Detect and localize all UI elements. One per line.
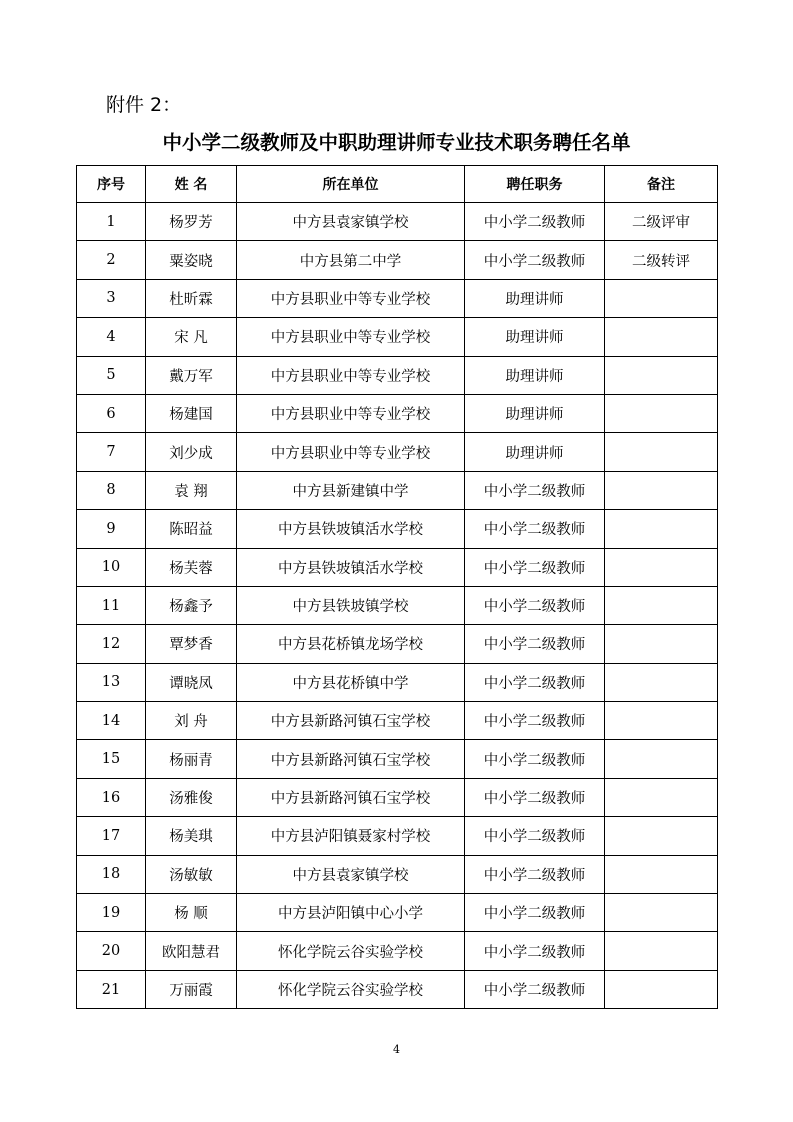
table-row: [77, 510, 718, 548]
table-header-row: [77, 166, 718, 203]
cell-position: 助理讲师: [465, 279, 605, 317]
cell-name: 汤雅俊: [146, 778, 237, 816]
cell-unit: 中方县新路河镇石宝学校: [237, 702, 465, 740]
table-row: [77, 625, 718, 663]
cell-name: 杨建国: [146, 394, 237, 432]
table-row: [77, 817, 718, 855]
cell-note: [605, 471, 718, 509]
cell-position: 中小学二级教师: [465, 740, 605, 778]
cell-no: 10: [77, 548, 146, 586]
cell-name: 杨 顺: [146, 894, 237, 932]
cell-position: 助理讲师: [465, 394, 605, 432]
table-row: [77, 702, 718, 740]
cell-note: 二级评审: [605, 203, 718, 241]
cell-no: 21: [77, 970, 146, 1008]
table-row: [77, 586, 718, 624]
cell-no: 2: [77, 241, 146, 279]
table-row: [77, 241, 718, 279]
table-row: [77, 932, 718, 970]
cell-note: [605, 894, 718, 932]
cell-position: 助理讲师: [465, 433, 605, 471]
cell-position: 中小学二级教师: [465, 817, 605, 855]
cell-position: 中小学二级教师: [465, 241, 605, 279]
cell-note: [605, 663, 718, 701]
cell-name: 杨鑫予: [146, 586, 237, 624]
cell-unit: 中方县第二中学: [237, 241, 465, 279]
cell-note: [605, 740, 718, 778]
cell-note: [605, 510, 718, 548]
appointment-table: [76, 165, 718, 1009]
table-row: [77, 318, 718, 356]
cell-unit: 中方县泸阳镇中心小学: [237, 894, 465, 932]
cell-no: 19: [77, 894, 146, 932]
cell-unit: 中方县袁家镇学校: [237, 203, 465, 241]
cell-unit: 中方县铁坡镇学校: [237, 586, 465, 624]
cell-unit: 中方县铁坡镇活水学校: [237, 510, 465, 548]
cell-position: 中小学二级教师: [465, 894, 605, 932]
cell-position: 中小学二级教师: [465, 855, 605, 893]
cell-position: 中小学二级教师: [465, 625, 605, 663]
cell-unit: 中方县职业中等专业学校: [237, 318, 465, 356]
cell-note: [605, 778, 718, 816]
cell-unit: 怀化学院云谷实验学校: [237, 932, 465, 970]
cell-no: 9: [77, 510, 146, 548]
cell-note: [605, 279, 718, 317]
cell-no: 7: [77, 433, 146, 471]
cell-unit: 中方县铁坡镇活水学校: [237, 548, 465, 586]
cell-unit: 中方县新路河镇石宝学校: [237, 778, 465, 816]
cell-no: 16: [77, 778, 146, 816]
cell-position: 助理讲师: [465, 356, 605, 394]
cell-note: [605, 932, 718, 970]
header-unit: 所在单位: [237, 166, 465, 203]
cell-unit: 中方县职业中等专业学校: [237, 394, 465, 432]
cell-name: 欧阳慧君: [146, 932, 237, 970]
cell-note: [605, 318, 718, 356]
table-row: [77, 855, 718, 893]
cell-no: 3: [77, 279, 146, 317]
table-row: [77, 471, 718, 509]
cell-no: 13: [77, 663, 146, 701]
cell-unit: 中方县花桥镇龙场学校: [237, 625, 465, 663]
table-row: [77, 894, 718, 932]
cell-unit: 怀化学院云谷实验学校: [237, 970, 465, 1008]
cell-unit: 中方县泸阳镇聂家村学校: [237, 817, 465, 855]
cell-no: 15: [77, 740, 146, 778]
cell-position: 助理讲师: [465, 318, 605, 356]
cell-no: 20: [77, 932, 146, 970]
cell-name: 刘 舟: [146, 702, 237, 740]
document-title: 中小学二级教师及中职助理讲师专业技术职务聘任名单: [162, 131, 631, 154]
cell-position: 中小学二级教师: [465, 778, 605, 816]
cell-position: 中小学二级教师: [465, 471, 605, 509]
cell-position: 中小学二级教师: [465, 510, 605, 548]
table-row: [77, 663, 718, 701]
cell-no: 8: [77, 471, 146, 509]
page-number: 4: [393, 1043, 400, 1056]
table-row: [77, 548, 718, 586]
cell-name: 杨罗芳: [146, 203, 237, 241]
cell-note: [605, 394, 718, 432]
cell-position: 中小学二级教师: [465, 932, 605, 970]
cell-note: 二级转评: [605, 241, 718, 279]
cell-name: 谭晓凤: [146, 663, 237, 701]
cell-name: 杨芙蓉: [146, 548, 237, 586]
cell-name: 粟姿晓: [146, 241, 237, 279]
cell-note: [605, 855, 718, 893]
table-row: [77, 394, 718, 432]
cell-note: [605, 356, 718, 394]
header-name: 姓 名: [146, 166, 237, 203]
cell-no: 17: [77, 817, 146, 855]
header-note: 备注: [605, 166, 718, 203]
cell-note: [605, 970, 718, 1008]
cell-unit: 中方县职业中等专业学校: [237, 356, 465, 394]
cell-unit: 中方县花桥镇中学: [237, 663, 465, 701]
cell-no: 18: [77, 855, 146, 893]
cell-note: [605, 586, 718, 624]
cell-position: 中小学二级教师: [465, 586, 605, 624]
table-row: [77, 356, 718, 394]
cell-position: 中小学二级教师: [465, 663, 605, 701]
cell-unit: 中方县新路河镇石宝学校: [237, 740, 465, 778]
cell-position: 中小学二级教师: [465, 203, 605, 241]
cell-name: 宋 凡: [146, 318, 237, 356]
cell-unit: 中方县职业中等专业学校: [237, 279, 465, 317]
header-no: 序号: [77, 166, 146, 203]
table-row: [77, 740, 718, 778]
cell-no: 6: [77, 394, 146, 432]
cell-name: 万丽霞: [146, 970, 237, 1008]
table-row: [77, 778, 718, 816]
cell-no: 11: [77, 586, 146, 624]
cell-note: [605, 817, 718, 855]
cell-name: 覃梦香: [146, 625, 237, 663]
cell-name: 刘少成: [146, 433, 237, 471]
table-row: [77, 970, 718, 1008]
cell-name: 戴万军: [146, 356, 237, 394]
cell-note: [605, 702, 718, 740]
cell-note: [605, 548, 718, 586]
table-row: [77, 433, 718, 471]
table-row: [77, 279, 718, 317]
cell-position: 中小学二级教师: [465, 702, 605, 740]
cell-no: 5: [77, 356, 146, 394]
cell-unit: 中方县袁家镇学校: [237, 855, 465, 893]
cell-unit: 中方县新建镇中学: [237, 471, 465, 509]
cell-name: 汤敏敏: [146, 855, 237, 893]
cell-no: 1: [77, 203, 146, 241]
cell-name: 杨美琪: [146, 817, 237, 855]
cell-name: 袁 翔: [146, 471, 237, 509]
cell-position: 中小学二级教师: [465, 548, 605, 586]
cell-note: [605, 433, 718, 471]
cell-no: 12: [77, 625, 146, 663]
cell-no: 4: [77, 318, 146, 356]
cell-name: 陈昭益: [146, 510, 237, 548]
cell-position: 中小学二级教师: [465, 970, 605, 1008]
cell-name: 杜昕霖: [146, 279, 237, 317]
header-position: 聘任职务: [465, 166, 605, 203]
cell-unit: 中方县职业中等专业学校: [237, 433, 465, 471]
attachment-label: 附件 2：: [106, 94, 182, 116]
cell-name: 杨丽青: [146, 740, 237, 778]
cell-no: 14: [77, 702, 146, 740]
cell-note: [605, 625, 718, 663]
table-row: [77, 203, 718, 241]
